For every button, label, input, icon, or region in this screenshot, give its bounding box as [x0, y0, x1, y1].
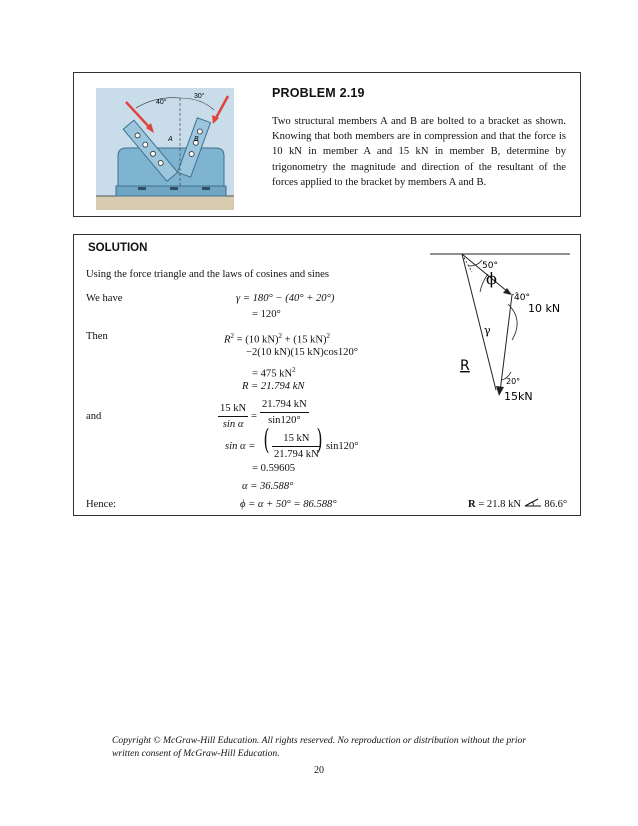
bracket-figure: [96, 88, 234, 210]
r2-lhs: R: [224, 334, 231, 346]
answer-r: R: [468, 499, 476, 510]
sketch-gamma: γ: [484, 324, 491, 337]
right-paren: ): [316, 423, 323, 456]
frac1-num: 15 kN: [218, 402, 248, 417]
answer-magnitude: = 21.8 kN: [478, 499, 522, 510]
alpha-value: α = 36.588°: [242, 481, 294, 492]
frac2-den: sin120°: [268, 415, 301, 426]
equals-sign: =: [251, 411, 257, 422]
r2-line3-sup: 2: [292, 366, 296, 374]
sketch-force1: 10 kN: [528, 302, 561, 315]
frac3-num: 15 kN: [272, 432, 321, 447]
figure-label-b: B: [194, 136, 199, 143]
solution-intro: Using the force triangle and the laws of cosines and sines: [86, 269, 329, 280]
sketch-resultant: R: [460, 358, 470, 374]
r-squared-line3: [252, 364, 296, 381]
frac2-num: 21.794 kN: [260, 398, 309, 413]
phi-equation: ϕ = α + 50° = 86.588°: [240, 499, 337, 510]
r-value: R = 21.794 kN: [242, 381, 305, 392]
r2-rhs2: + (15 kN): [282, 334, 327, 346]
and-label: and: [86, 411, 102, 422]
then-label: Then: [86, 331, 108, 342]
fraction-15-over-r: [272, 432, 321, 461]
gamma-equation: γ = 180° − (40° + 20°): [236, 293, 335, 304]
problem-statement: Two structural members A and B are bolted to a bracket as shown. Knowing that both members are in compression and that the force is 10 kN in member A and 15 kN in member B, determine by trigonometry the magnitude and direction of the resultant of the forces applied to the bracket by members A and B.: [272, 116, 566, 188]
r2-rhs-sup: 2: [278, 332, 283, 340]
r2-rhs: = (10 kN): [236, 334, 279, 346]
we-have-label: We have: [86, 293, 123, 304]
figure-angle-b: 30°: [194, 93, 205, 100]
problem-title: PROBLEM 2.19: [272, 86, 365, 100]
r2-rhs2-sup: 2: [326, 332, 331, 340]
figure-label-a: A: [168, 136, 173, 143]
r2-line3-text: = 475 kN: [252, 368, 293, 380]
sketch-angle1: 50°: [482, 261, 498, 271]
gamma-value: = 120°: [252, 309, 281, 320]
left-paren: (: [263, 423, 270, 456]
sketch-phi: ϕ: [486, 269, 497, 288]
r2-lhs-sup: 2: [230, 332, 234, 340]
sin-alpha-value: = 0.59605: [252, 463, 296, 474]
figure-angle-a: 40°: [156, 99, 167, 106]
final-answer: [468, 498, 567, 511]
direction-angle-icon: [524, 498, 542, 508]
frac3-den: 21.794 kN: [274, 449, 319, 460]
sketch-angle2: 40°: [514, 293, 530, 303]
sketch-force2: 15kN: [504, 390, 533, 403]
hence-label: Hence:: [86, 499, 116, 510]
r-squared-equation: [224, 330, 330, 347]
page-number: 20: [314, 765, 324, 776]
force-triangle-sketch: [420, 244, 580, 404]
sketch-angle3: 20°: [506, 377, 521, 386]
solution-title: SOLUTION: [88, 242, 148, 254]
sin-tail: sin120°: [326, 441, 359, 452]
copyright-notice: Copyright © McGraw-Hill Education. All rights reserved. No reproduction or distribution without the prior written consent of McGraw-Hill Education.: [112, 735, 527, 759]
frac1-den: sin α: [222, 419, 244, 430]
sin-alpha-lhs: sin α =: [225, 441, 256, 452]
answer-angle: 86.6°: [544, 499, 568, 510]
fraction-15kn-sin-alpha: [218, 402, 248, 431]
r-squared-line2: −2(10 kN)(15 kN)cos120°: [246, 347, 359, 358]
